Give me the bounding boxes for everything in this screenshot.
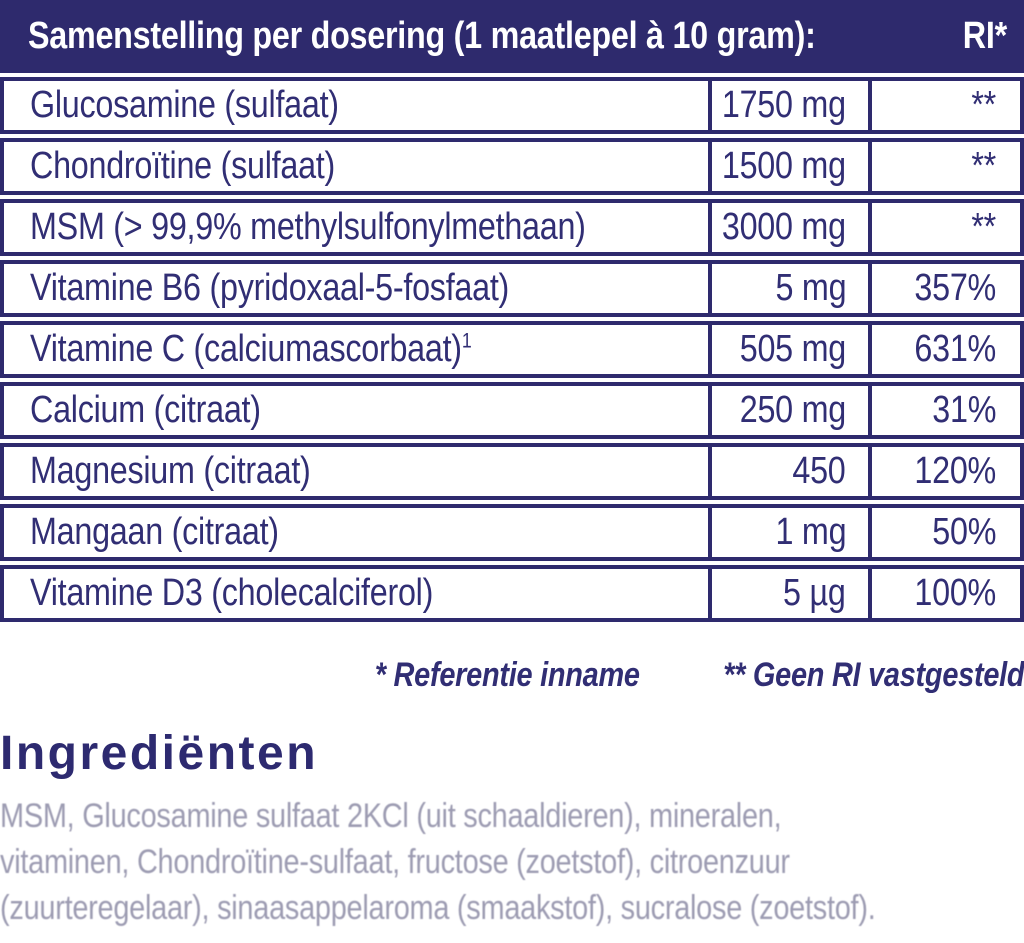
ri-value: 631%	[914, 328, 996, 370]
ri-value: 357%	[914, 267, 996, 309]
ingredient-name: Vitamine C (calciumascorbaat)	[30, 328, 462, 370]
amount-cell	[708, 386, 868, 435]
table-row	[0, 504, 1024, 561]
table-row	[0, 199, 1024, 256]
ingredient-name-cell	[4, 264, 708, 313]
table-row	[0, 138, 1024, 195]
ingredient-name: MSM (> 99,9% methylsulfonylmethaan)	[30, 206, 586, 248]
ri-cell	[868, 203, 1020, 252]
ingredient-name-cell	[4, 325, 708, 374]
ri-value: **	[971, 206, 996, 248]
ri-cell	[868, 264, 1020, 313]
amount-value: 5 µg	[783, 572, 846, 614]
amount-cell	[708, 203, 868, 252]
table-footnotes	[0, 656, 1024, 695]
ri-cell	[868, 142, 1020, 191]
ingredients-paragraph	[0, 793, 1024, 931]
amount-value: 505 mg	[739, 328, 846, 370]
ri-cell	[868, 386, 1020, 435]
footnote-no-ri: ** Geen RI vastgesteld	[722, 656, 1024, 694]
ri-cell	[868, 569, 1020, 618]
footnote-reference-intake: * Referentie inname	[374, 656, 640, 694]
amount-value: 3000 mg	[722, 206, 846, 248]
ingredient-name-cell	[4, 386, 708, 435]
ingredient-name: Mangaan (citraat)	[30, 511, 279, 553]
ri-value: 31%	[932, 389, 996, 431]
ri-column-header: RI*	[962, 15, 1007, 57]
amount-value: 5 mg	[775, 267, 846, 309]
ingredient-name: Vitamine D3 (cholecalciferol)	[30, 572, 434, 614]
ingredient-name: Magnesium (citraat)	[30, 450, 311, 492]
amount-value: 1500 mg	[722, 145, 846, 187]
ingredient-name-superscript: 1	[461, 329, 472, 353]
ri-cell	[868, 325, 1020, 374]
composition-table-header	[0, 0, 1024, 73]
amount-value: 450	[792, 450, 846, 492]
ingredient-name: Chondroïtine (sulfaat)	[30, 145, 336, 187]
ri-value: **	[971, 145, 996, 187]
ingredients-line-2: vitaminen, Chondroïtine-sulfaat, fructose (zoetstof), citroenzuur	[0, 843, 790, 881]
amount-cell	[708, 508, 868, 557]
table-title: Samenstelling per dosering (1 maatlepel à 10 gram):	[28, 15, 816, 57]
ingredient-name-cell	[4, 81, 708, 130]
ingredient-name-cell	[4, 508, 708, 557]
table-row	[0, 77, 1024, 134]
ingredient-name: Glucosamine (sulfaat)	[30, 84, 339, 126]
table-rows	[0, 77, 1024, 622]
ingredient-name: Calcium (citraat)	[30, 389, 261, 431]
amount-cell	[708, 142, 868, 191]
amount-cell	[708, 264, 868, 313]
table-row	[0, 321, 1024, 378]
ri-value: **	[971, 84, 996, 126]
ingredient-name-cell	[4, 569, 708, 618]
ingredient-name-cell	[4, 447, 708, 496]
ingredients-heading: Ingrediënten	[0, 727, 319, 780]
amount-value: 1750 mg	[722, 84, 846, 126]
ri-value: 120%	[914, 450, 996, 492]
ri-value: 50%	[932, 511, 996, 553]
table-row	[0, 443, 1024, 500]
amount-cell	[708, 325, 868, 374]
ingredient-name-cell	[4, 203, 708, 252]
ri-cell	[868, 508, 1020, 557]
table-row	[0, 565, 1024, 622]
amount-cell	[708, 569, 868, 618]
ri-cell	[868, 447, 1020, 496]
ingredient-name-cell	[4, 142, 708, 191]
ingredients-line-1: MSM, Glucosamine sulfaat 2KCl (uit schaaldieren), mineralen,	[0, 797, 782, 835]
ri-cell	[868, 81, 1020, 130]
table-row	[0, 260, 1024, 317]
table-row	[0, 382, 1024, 439]
ingredient-name: Vitamine B6 (pyridoxaal-5-fosfaat)	[30, 267, 510, 309]
ingredients-line-3: (zuurteregelaar), sinaasappelaroma (smaakstof), sucralose (zoetstof).	[0, 889, 876, 927]
amount-value: 1 mg	[775, 511, 846, 553]
amount-value: 250 mg	[739, 389, 846, 431]
amount-cell	[708, 447, 868, 496]
amount-cell	[708, 81, 868, 130]
ri-value: 100%	[914, 572, 996, 614]
